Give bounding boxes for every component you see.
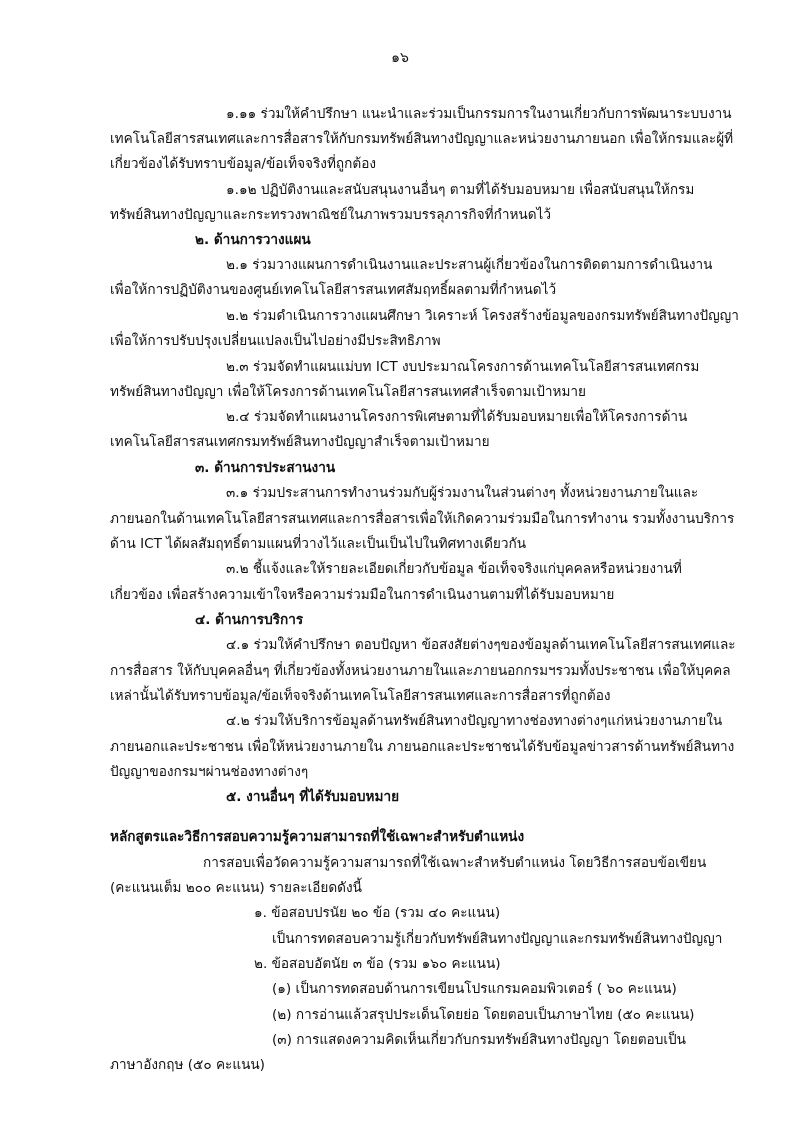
- exam-part-1: ๑. ข้อสอบปรนัย ๒๐ ข้อ (รวม ๔๐ คะแนน): [254, 905, 501, 921]
- item-1-11-line-2: เทคโนโลยีสารสนเทศและการสื่อสารให้กับกรมทรัพย์สินทางปัญญาและหน่วยงานภายนอก เพื่อให้กรมและผู้ที่: [110, 131, 734, 147]
- item-2-3-line-2: ทรัพย์สินทางปัญญา เพื่อให้โครงการด้านเทคโนโลยีสารสนเทศสำเร็จตามเป้าหมาย: [110, 384, 587, 400]
- item-3-1-line-1: ๓.๑ ร่วมประสานการทำงานร่วมกับผู้ร่วมงานในส่วนต่างๆ ทั้งหน่วยงานภายในและ: [226, 485, 699, 501]
- item-2-1-line-2: เพื่อให้การปฏิบัติงานของศูนย์เทคโนโลยีสารสนเทศสัมฤทธิ์ผลตามที่กำหนดไว้: [110, 282, 557, 298]
- item-4-1-line-1: ๔.๑ ร่วมให้คำปรึกษา ตอบปัญหา ข้อสงสัยต่างๆของข้อมูลด้านเทคโนโลยีสารสนเทศและ: [226, 637, 736, 653]
- exam-intro-line-1: การสอบเพื่อวัดความรู้ความสามารถที่ใช้เฉพาะสำหรับตำแหน่ง โดยวิธีการสอบข้อเขียน: [203, 855, 707, 871]
- section-3-heading: ๓. ด้านการประสานงาน: [195, 460, 336, 476]
- item-4-2-line-3: ปัญญาของกรมฯผ่านช่องทางต่างๆ: [110, 764, 309, 780]
- item-2-2-line-1: ๒.๒ ร่วมดำเนินการวางแผนศึกษา วิเคราะห์ โครงสร้างข้อมูลของกรมทรัพย์สินทางปัญญา: [226, 308, 739, 324]
- exam-heading: หลักสูตรและวิธีการสอบความรู้ความสามารถที่ใช้เฉพาะสำหรับตำแหน่ง: [110, 829, 525, 845]
- item-2-1-line-1: ๒.๑ ร่วมวางแผนการดำเนินงานและประสานผู้เกี่ยวข้องในการติดตามการดำเนินงาน: [226, 257, 713, 273]
- item-1-11-line-3: เกี่ยวข้องได้รับทราบข้อมูล/ข้อเท็จจริงที่ถูกต้อง: [110, 156, 377, 172]
- section-4-heading: ๔. ด้านการบริการ: [195, 612, 304, 628]
- item-3-1-line-2: ภายนอกในด้านเทคโนโลยีสารสนเทศและการสื่อสารเพื่อให้เกิดความร่วมมือในการทำงาน รวมทั้งงานบริการ: [110, 511, 735, 527]
- exam-part-2-item-3: (๓) การแสดงความคิดเห็นเกี่ยวกับกรมทรัพย์สินทางปัญญา โดยตอบเป็น: [272, 1032, 686, 1048]
- item-4-1-line-2: การสื่อสาร ให้กับบุคคลอื่นๆ ที่เกี่ยวข้องทั้งหน่วยงานภายในและภายนอกกรมฯรวมทั้งประชาชน เพื่อให้บุคคล: [110, 663, 731, 679]
- item-3-2-line-1: ๓.๒ ชี้แจ้งและให้รายละเอียดเกี่ยวกับข้อมูล ข้อเท็จจริงแก่บุคคลหรือหน่วยงานที่: [226, 561, 682, 577]
- item-2-2-line-2: เพื่อให้การปรับปรุงเปลี่ยนแปลงเป็นไปอย่างมีประสิทธิภาพ: [110, 333, 441, 349]
- item-4-2-line-1: ๔.๒ ร่วมให้บริการข้อมูลด้านทรัพย์สินทางปัญญาทางช่องทางต่างๆแก่หน่วยงานภายใน: [226, 713, 723, 729]
- item-2-4-line-2: เทคโนโลยีสารสนเทศกรมทรัพย์สินทางปัญญาสำเร็จตามเป้าหมาย: [110, 434, 490, 450]
- item-2-3-line-1: ๒.๓ ร่วมจัดทำแผนแม่บท ICT งบประมาณโครงการด้านเทคโนโลยีสารสนเทศกรม: [226, 359, 700, 375]
- item-1-12-line-1: ๑.๑๒ ปฏิบัติงานและสนับสนุนงานอื่นๆ ตามที่ได้รับมอบหมาย เพื่อสนับสนุนให้กรม: [226, 182, 695, 198]
- item-4-1-line-3: เหล่านั้นได้รับทราบข้อมูล/ข้อเท็จจริงด้านเทคโนโลยีสารสนเทศและการสื่อสารที่ถูกต้อง: [110, 688, 611, 704]
- exam-part-2: ๒. ข้อสอบอัตนัย ๓ ข้อ (รวม ๑๖๐ คะแนน): [254, 956, 501, 972]
- item-1-12-line-2: ทรัพย์สินทางปัญญาและกระทรวงพาณิชย์ในภาพรวมบรรลุภารกิจที่กำหนดไว้: [110, 207, 552, 223]
- section-2-heading: ๒. ด้านการวางแผน: [195, 232, 311, 248]
- exam-intro-line-2: (คะแนนเต็ม ๒๐๐ คะแนน) รายละเอียดดังนี้: [110, 880, 362, 896]
- exam-part-2-item-3-cont: ภาษาอังกฤษ (๕๐ คะแนน): [110, 1057, 265, 1073]
- exam-part-2-item-2: (๒) การอ่านแล้วสรุปประเด็นโดยย่อ โดยตอบเป็นภาษาไทย (๕๐ คะแนน): [272, 1007, 695, 1023]
- item-1-11-line-1: ๑.๑๑ ร่วมให้คำปรึกษา แนะนำและร่วมเป็นกรรมการในงานเกี่ยวกับการพัฒนาระบบงาน: [226, 106, 732, 122]
- exam-part-2-item-1: (๑) เป็นการทดสอบด้านการเขียนโปรแกรมคอมพิวเตอร์ ( ๖๐ คะแนน): [272, 981, 677, 997]
- item-4-2-line-2: ภายนอกและประชาชน เพื่อให้หน่วยงานภายใน ภายนอกและประชาชนได้รับข้อมูลข่าวสารด้านทรัพย์สินทาง: [110, 739, 735, 755]
- item-2-4-line-1: ๒.๔ ร่วมจัดทำแผนงานโครงการพิเศษตามที่ได้รับมอบหมายเพื่อให้โครงการด้าน: [226, 409, 688, 425]
- item-3-2-line-2: เกี่ยวข้อง เพื่อสร้างความเข้าใจหรือความร่วมมือในการดำเนินงานตามที่ได้รับมอบหมาย: [110, 587, 615, 603]
- page-number: ๑๖: [391, 50, 409, 66]
- exam-part-1-desc: เป็นการทดสอบความรู้เกี่ยวกับทรัพย์สินทางปัญญาและกรมทรัพย์สินทางปัญญา: [272, 931, 723, 947]
- section-5-heading: ๕. งานอื่นๆ ที่ได้รับมอบหมาย: [226, 789, 400, 805]
- item-3-1-line-3: ด้าน ICT ได้ผลสัมฤทธิ์ตามแผนที่วางไว้และเป็นเป็นไปในทิศทางเดียวกัน: [110, 536, 527, 552]
